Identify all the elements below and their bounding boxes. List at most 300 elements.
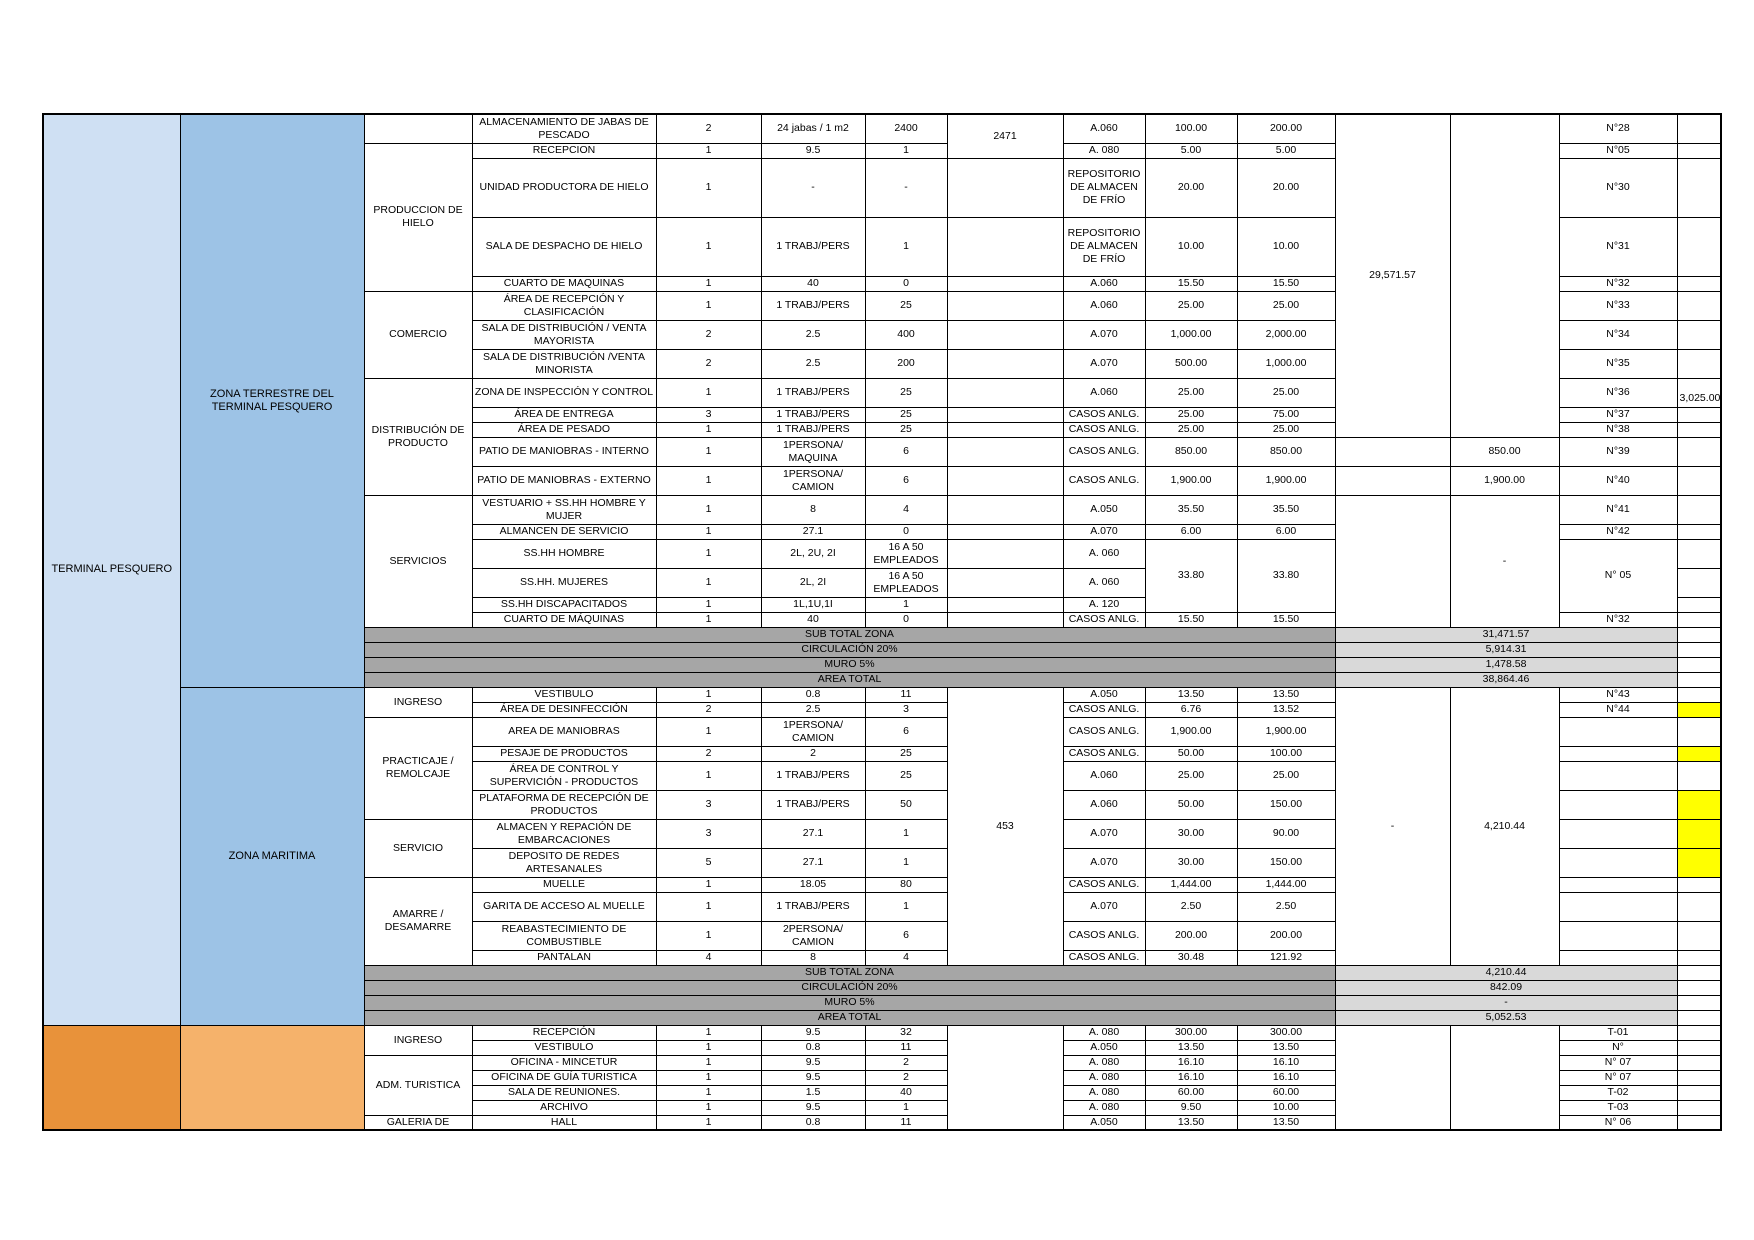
table-cell: ARCHIVO: [472, 1100, 656, 1115]
table-cell: 13.50: [1145, 687, 1237, 702]
side-total: [1677, 378, 1721, 407]
table-cell: CASOS ANLG.: [1063, 746, 1145, 761]
empty-cell: [947, 495, 1063, 524]
reference: N°37: [1559, 407, 1677, 422]
extra-cell: [1677, 995, 1721, 1010]
table-cell: 4: [656, 950, 761, 965]
table-cell: A. 080: [1063, 1085, 1145, 1100]
table-cell: 60.00: [1145, 1085, 1237, 1100]
cell-text: 3,025.00: [1679, 392, 1721, 404]
extra-cell: [1677, 1100, 1721, 1115]
table-cell: CASOS ANLG.: [1063, 921, 1145, 950]
category-ingreso: INGRESO: [364, 687, 472, 717]
table-cell: CASOS ANLG.: [1063, 877, 1145, 892]
table-cell: 1,900.00: [1145, 717, 1237, 746]
extra-cell: [1677, 1115, 1721, 1130]
table-cell: VESTUARIO + SS.HH HOMBRE Y MUJER: [472, 495, 656, 524]
table-cell: UNIDAD PRODUCTORA DE HIELO: [472, 158, 656, 217]
table-cell: 60.00: [1237, 1085, 1335, 1100]
table-cell: 25.00: [1237, 291, 1335, 320]
totals-value: -: [1335, 995, 1677, 1010]
table-cell: 100.00: [1237, 746, 1335, 761]
extra-cell: [1677, 524, 1721, 539]
totals-label: MURO 5%: [364, 995, 1335, 1010]
table-cell: 850.00: [1237, 437, 1335, 466]
table-cell: 40: [865, 1085, 947, 1100]
extra-cell: [1677, 627, 1721, 642]
extra-cell: [1677, 114, 1721, 143]
table-cell: 6: [865, 437, 947, 466]
table-cell: N°30: [1559, 158, 1677, 217]
table-cell: 2: [656, 349, 761, 378]
table-cell: 1,900.00: [1237, 717, 1335, 746]
table-cell: 10.00: [1145, 217, 1237, 276]
table-cell: 2.5: [761, 320, 865, 349]
reference: N°36: [1559, 378, 1677, 407]
extra-cell: [1677, 746, 1721, 761]
totals-value: 31,471.57: [1335, 627, 1677, 642]
table-cell: 1: [656, 1070, 761, 1085]
table-cell: 40: [761, 612, 865, 627]
table-cell: 2: [865, 1055, 947, 1070]
reference: N°32: [1559, 612, 1677, 627]
extra-cell: [1677, 1010, 1721, 1025]
sshh-reference: N° 05: [1559, 539, 1677, 612]
table-cell: 1: [656, 612, 761, 627]
reference: N°38: [1559, 422, 1677, 437]
table-cell: RECEPCION: [472, 143, 656, 158]
empty-cell: [947, 524, 1063, 539]
reference: [1559, 950, 1677, 965]
table-cell: 1: [656, 1040, 761, 1055]
table-cell: 1: [865, 597, 947, 612]
totals-label: CIRCULACIÓN 20%: [364, 980, 1335, 995]
reference: T-02: [1559, 1085, 1677, 1100]
table-cell: 16.10: [1145, 1070, 1237, 1085]
table-cell: -: [865, 158, 947, 217]
extra-cell: [1677, 892, 1721, 921]
table-cell: A.070: [1063, 320, 1145, 349]
table-cell: 9.5: [761, 1025, 865, 1040]
table-cell: PATIO DE MANIOBRAS - EXTERNO: [472, 466, 656, 495]
extra-cell: [1677, 422, 1721, 437]
reference: N°28: [1559, 114, 1677, 143]
table-cell: 25.00: [1237, 422, 1335, 437]
table-cell: N°31: [1559, 217, 1677, 276]
extra-cell: [1677, 597, 1721, 612]
reference: [1559, 819, 1677, 848]
table-cell: 1,000.00: [1145, 320, 1237, 349]
table-cell: A.050: [1063, 687, 1145, 702]
table-cell: REABASTECIMIENTO DE COMBUSTIBLE: [472, 921, 656, 950]
reference: [1559, 761, 1677, 790]
table-cell: 25.00: [1145, 761, 1237, 790]
table-cell: 9.5: [761, 1070, 865, 1085]
table-cell: 1,444.00: [1237, 877, 1335, 892]
totals-value: 5,914.31: [1335, 642, 1677, 657]
norm: A. 060: [1063, 539, 1145, 568]
table-cell: ALMANCEN DE SERVICIO: [472, 524, 656, 539]
table-cell: 1,900.00: [1145, 466, 1237, 495]
table-cell: N°32: [1559, 276, 1677, 291]
table-cell: 30.00: [1145, 819, 1237, 848]
table-body: [43, 114, 1721, 1130]
empty-cell: [1335, 495, 1450, 627]
table-cell: 0: [865, 524, 947, 539]
table-cell: 5.00: [1237, 143, 1335, 158]
table-cell: 3: [656, 790, 761, 819]
table-cell: 300.00: [1237, 1025, 1335, 1040]
reference: N° 06: [1559, 1115, 1677, 1130]
table-cell: OFICINA - MINCETUR: [472, 1055, 656, 1070]
category-empty: [364, 114, 472, 143]
table-cell: 35.50: [1145, 495, 1237, 524]
table-cell: A. 080: [1063, 1055, 1145, 1070]
table-cell: 1: [656, 437, 761, 466]
category-ingreso: INGRESO: [364, 1025, 472, 1055]
table-cell: 0: [865, 276, 947, 291]
table-cell: 1 TRABJ/PERS: [761, 378, 865, 407]
table-cell: 13.50: [1237, 1115, 1335, 1130]
table-cell: A.060: [1063, 276, 1145, 291]
table-cell: 2: [656, 702, 761, 717]
table-cell: PATIO DE MANIOBRAS - INTERNO: [472, 437, 656, 466]
table-cell: 30.00: [1145, 848, 1237, 877]
table-cell: ÁREA DE CONTROL Y SUPERVICIÓN - PRODUCTOS: [472, 761, 656, 790]
table-cell: 25.00: [1237, 761, 1335, 790]
table-cell: 850.00: [1145, 437, 1237, 466]
table-cell: 3: [656, 819, 761, 848]
totals-value: 842.09: [1335, 980, 1677, 995]
table-cell: 11: [865, 687, 947, 702]
table-cell: CASOS ANLG.: [1063, 466, 1145, 495]
table-cell: 15.50: [1145, 276, 1237, 291]
empty-cell: [947, 378, 1063, 407]
table-cell: 1: [656, 597, 761, 612]
table-cell: A.050: [1063, 495, 1145, 524]
empty-cell: [947, 349, 1063, 378]
table-cell: SALA DE DISTRIBUCIÓN /VENTA MINORISTA: [472, 349, 656, 378]
table-cell: 0: [865, 612, 947, 627]
table-cell: DEPOSITO DE REDES ARTESANALES: [472, 848, 656, 877]
table-cell: 13.50: [1237, 687, 1335, 702]
reference: N°44: [1559, 702, 1677, 717]
table-cell: ZONA DE INSPECCIÓN Y CONTROL: [472, 378, 656, 407]
empty-cell: [947, 422, 1063, 437]
extra-cell: [1677, 1070, 1721, 1085]
table-cell: 1 TRABJ/PERS: [761, 761, 865, 790]
table-cell: SALA DE DISTRIBUCIÓN / VENTA MAYORISTA: [472, 320, 656, 349]
table-cell: 2.50: [1145, 892, 1237, 921]
table-cell: 1: [656, 717, 761, 746]
table-cell: A.060: [1063, 790, 1145, 819]
extra-cell: [1677, 437, 1721, 466]
table-cell: CASOS ANLG.: [1063, 717, 1145, 746]
table-cell: 200: [865, 349, 947, 378]
totals-value: 1,478.58: [1335, 657, 1677, 672]
table-cell: SALA DE REUNIONES.: [472, 1085, 656, 1100]
table-cell: N°35: [1559, 349, 1677, 378]
table-cell: 150.00: [1237, 848, 1335, 877]
table-cell: CASOS ANLG.: [1063, 407, 1145, 422]
subzone-area-total: 4,210.44: [1450, 687, 1559, 965]
table-cell: 90.00: [1237, 819, 1335, 848]
empty-cell: [947, 437, 1063, 466]
services-subzone: -: [1450, 495, 1559, 627]
extra-cell: [1677, 1040, 1721, 1055]
reference: [1559, 717, 1677, 746]
extra-cell: [1677, 466, 1721, 495]
program-table: [42, 113, 1722, 1131]
extra-cell: [1677, 965, 1721, 980]
extra-cell: [1677, 950, 1721, 965]
empty-cell: [947, 597, 1063, 612]
table-cell: CUARTO DE MAQUINAS: [472, 276, 656, 291]
table-cell: 5.00: [1145, 143, 1237, 158]
table-cell: A.070: [1063, 892, 1145, 921]
table-cell: 1: [656, 524, 761, 539]
table-cell: 1: [865, 217, 947, 276]
table-cell: 1: [865, 892, 947, 921]
empty-cell: [947, 158, 1063, 217]
table-cell: 1 TRABJ/PERS: [761, 407, 865, 422]
norm: A. 060: [1063, 568, 1145, 597]
table-cell: 1: [656, 495, 761, 524]
table-cell: 1,444.00: [1145, 877, 1237, 892]
reference: [1559, 848, 1677, 877]
table-cell: SS.HH HOMBRE: [472, 539, 656, 568]
table-cell: 1: [865, 819, 947, 848]
totals-label: AREA TOTAL: [364, 672, 1335, 687]
table-cell: ÁREA DE DESINFECCIÓN: [472, 702, 656, 717]
extra-cell: [1677, 276, 1721, 291]
table-cell: 1,000.00: [1237, 349, 1335, 378]
empty-cell: [947, 568, 1063, 597]
reference: N°41: [1559, 495, 1677, 524]
extra-cell: [1677, 877, 1721, 892]
table-cell: 25.00: [1145, 407, 1237, 422]
extra-cell: [1677, 407, 1721, 422]
table-cell: 1: [656, 568, 761, 597]
table-cell: 1: [656, 276, 761, 291]
empty-cell: [1450, 1025, 1559, 1130]
category-produccion-hielo: PRODUCCION DE HIELO: [364, 143, 472, 291]
reference: N°39: [1559, 437, 1677, 466]
table-cell: A.050: [1063, 1115, 1145, 1130]
extra-cell: [1677, 217, 1721, 276]
empty-cell: [947, 276, 1063, 291]
table-cell: SALA DE DESPACHO DE HIELO: [472, 217, 656, 276]
table-cell: 50.00: [1145, 746, 1237, 761]
merged-capacity: 453: [947, 687, 1063, 965]
level2-zona-maritima: ZONA MARITIMA: [180, 687, 364, 1025]
table-cell: OFICINA DE GUÍA TURISTICA: [472, 1070, 656, 1085]
table-cell: 1: [656, 892, 761, 921]
extra-cell: [1677, 761, 1721, 790]
level1-orange: [43, 1025, 180, 1130]
table-cell: A.060: [1063, 761, 1145, 790]
table-cell: 25: [865, 378, 947, 407]
category-servicio: SERVICIO: [364, 819, 472, 877]
table-cell: 8: [761, 495, 865, 524]
table-cell: A. 080: [1063, 1070, 1145, 1085]
table-cell: 15.50: [1237, 276, 1335, 291]
table-cell: 2L, 2U, 2I: [761, 539, 865, 568]
table-cell: 16.10: [1237, 1070, 1335, 1085]
table-cell: 2,000.00: [1237, 320, 1335, 349]
table-cell: 1L,1U,1I: [761, 597, 865, 612]
extra-cell: [1677, 539, 1721, 568]
totals-value: 38,864.46: [1335, 672, 1677, 687]
table-cell: 2: [865, 1070, 947, 1085]
table-cell: VESTIBULO: [472, 687, 656, 702]
table-cell: HALL: [472, 1115, 656, 1130]
extra-cell: [1677, 921, 1721, 950]
table-cell: 35.50: [1237, 495, 1335, 524]
table-cell: 1: [656, 921, 761, 950]
table-cell: 300.00: [1145, 1025, 1237, 1040]
table-cell: 9.5: [761, 1055, 865, 1070]
category-comercio: COMERCIO: [364, 291, 472, 378]
extra-cell: [1677, 657, 1721, 672]
subzone-area: -: [1335, 687, 1450, 965]
unit-area: 100.00: [1145, 114, 1237, 143]
reference: N° 07: [1559, 1070, 1677, 1085]
level2-orange: [180, 1025, 364, 1130]
total-area: 200.00: [1237, 114, 1335, 143]
spreadsheet-page: [42, 113, 1721, 1128]
table-cell: 25: [865, 422, 947, 437]
table-cell: 1: [656, 877, 761, 892]
extra-cell: [1677, 717, 1721, 746]
empty-cell: [947, 320, 1063, 349]
reference: N°42: [1559, 524, 1677, 539]
table-cell: REPOSITORIO DE ALMACEN DE FRÍO: [1063, 158, 1145, 217]
table-cell: CASOS ANLG.: [1063, 437, 1145, 466]
table-cell: 200.00: [1237, 921, 1335, 950]
table-cell: A.060: [1063, 291, 1145, 320]
reference: [1559, 921, 1677, 950]
table-cell: 80: [865, 877, 947, 892]
table-cell: CASOS ANLG.: [1063, 950, 1145, 965]
category-adm-turistica: ADM. TURISTICA: [364, 1055, 472, 1115]
reference: [1559, 746, 1677, 761]
reference: N°43: [1559, 687, 1677, 702]
empty-cell: [1335, 466, 1450, 495]
table-cell: 1: [656, 539, 761, 568]
table-cell: 1: [656, 761, 761, 790]
extra-cell: [1677, 158, 1721, 217]
table-cell: 2: [656, 320, 761, 349]
extra-cell: [1677, 568, 1721, 597]
table-cell: 1: [865, 848, 947, 877]
table-cell: 10.00: [1237, 217, 1335, 276]
sshh-unit-area: 33.80: [1145, 539, 1237, 612]
table-cell: A.070: [1063, 524, 1145, 539]
extra-cell: [1677, 1085, 1721, 1100]
table-cell: 200.00: [1145, 921, 1237, 950]
table-cell: 1: [656, 217, 761, 276]
table-cell: 25.00: [1145, 422, 1237, 437]
table-cell: 16 A 50 EMPLEADOS: [865, 539, 947, 568]
table-cell: 6: [865, 466, 947, 495]
table-cell: 1: [656, 1085, 761, 1100]
table-cell: A.070: [1063, 819, 1145, 848]
extra-cell: [1677, 1055, 1721, 1070]
reference: N° 07: [1559, 1055, 1677, 1070]
table-cell: 13.50: [1145, 1115, 1237, 1130]
table-cell: 1 TRABJ/PERS: [761, 892, 865, 921]
table-cell: 2L, 2I: [761, 568, 865, 597]
table-cell: 1: [656, 1115, 761, 1130]
table-cell: 1 TRABJ/PERS: [761, 790, 865, 819]
category-galeria: GALERIA DE: [364, 1115, 472, 1130]
table-cell: PLATAFORMA DE RECEPCIÓN DE PRODUCTOS: [472, 790, 656, 819]
table-cell: 1 TRABJ/PERS: [761, 291, 865, 320]
table-cell: 30.48: [1145, 950, 1237, 965]
table-cell: 9.5: [761, 1100, 865, 1115]
totals-label: SUB TOTAL ZONA: [364, 965, 1335, 980]
extra-cell: [1677, 702, 1721, 717]
empty-cell: [947, 407, 1063, 422]
category-amarre: AMARRE / DESAMARRE: [364, 877, 472, 965]
table-cell: 25: [865, 746, 947, 761]
table-cell: 13.50: [1237, 1040, 1335, 1055]
table-cell: 9.50: [1145, 1100, 1237, 1115]
table-cell: 1: [656, 1055, 761, 1070]
empty-cell: [947, 1025, 1063, 1130]
table-cell: 0.8: [761, 1040, 865, 1055]
table-cell: 50: [865, 790, 947, 819]
table-cell: 15.50: [1145, 612, 1237, 627]
table-cell: 2: [761, 746, 865, 761]
table-cell: 8: [761, 950, 865, 965]
table-cell: 4: [865, 950, 947, 965]
totals-value: 4,210.44: [1335, 965, 1677, 980]
extra-cell: [1677, 291, 1721, 320]
table-cell: 6.00: [1237, 524, 1335, 539]
table-cell: 25.00: [1237, 378, 1335, 407]
subzone-area-interno: 850.00: [1450, 437, 1559, 466]
table-cell: 1: [865, 1100, 947, 1115]
merged-empty: [1450, 114, 1559, 437]
table-cell: 25: [865, 761, 947, 790]
norm: A. 120: [1063, 597, 1145, 612]
subzone-area: 29,571.57: [1335, 114, 1450, 437]
capacity: 2400: [865, 114, 947, 143]
empty-cell: [947, 612, 1063, 627]
table-cell: 1PERSONA/ MAQUINA: [761, 437, 865, 466]
table-cell: 1PERSONA/ CAMION: [761, 466, 865, 495]
quantity: 2: [656, 114, 761, 143]
table-cell: 1: [656, 158, 761, 217]
table-cell: AREA DE MANIOBRAS: [472, 717, 656, 746]
table-cell: 2: [656, 746, 761, 761]
table-cell: 6.00: [1145, 524, 1237, 539]
table-cell: 1: [656, 1100, 761, 1115]
table-cell: N°34: [1559, 320, 1677, 349]
table-cell: RECEPCIÓN: [472, 1025, 656, 1040]
table-cell: 15.50: [1237, 612, 1335, 627]
table-cell: 150.00: [1237, 790, 1335, 819]
table-cell: A.060: [1063, 378, 1145, 407]
table-cell: 1: [656, 687, 761, 702]
totals-label: SUB TOTAL ZONA: [364, 627, 1335, 642]
table-cell: CUARTO DE MÁQUINAS: [472, 612, 656, 627]
table-cell: 2.50: [1237, 892, 1335, 921]
table-cell: 1: [656, 466, 761, 495]
table-cell: 6.76: [1145, 702, 1237, 717]
